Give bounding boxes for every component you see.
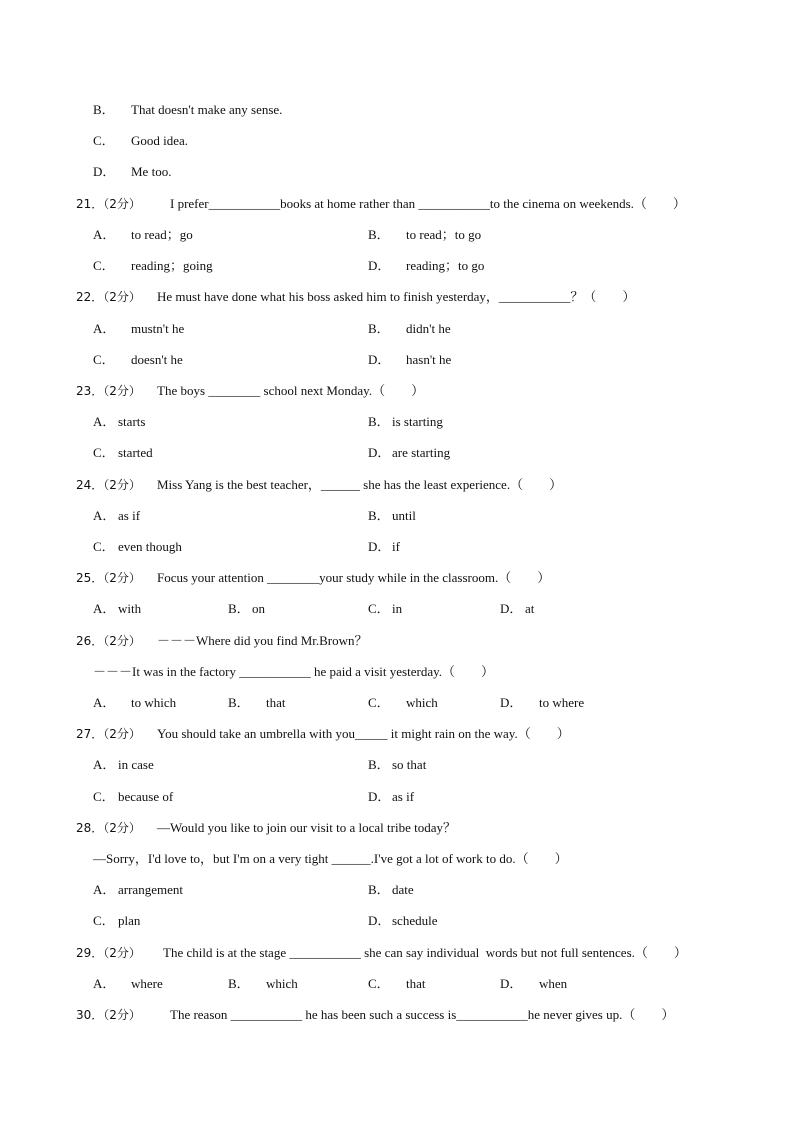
- option-text: starts: [118, 414, 146, 429]
- option-letter: B．: [228, 976, 250, 991]
- question-number: 29．（2分）: [76, 946, 141, 960]
- option-text: which: [406, 695, 438, 710]
- option-text: Good idea.: [131, 133, 189, 148]
- option-letter: B．: [368, 414, 390, 429]
- option-letter: B．: [368, 321, 390, 336]
- option-text: on: [252, 601, 265, 616]
- option-text: are starting: [392, 445, 451, 460]
- option-text: schedule: [392, 913, 438, 928]
- option-text: as if: [118, 508, 141, 523]
- option-letter: B．: [368, 227, 390, 242]
- option-text: Me too.: [131, 164, 172, 179]
- question-stem: Miss Yang is the best teacher，______ she has the least experience.（ ）: [157, 477, 563, 492]
- option-letter: A．: [93, 414, 116, 429]
- option-text: with: [118, 601, 142, 616]
- option-text: in case: [118, 757, 154, 772]
- question-stem: You should take an umbrella with you_____ it might rain on the way.（ ）: [157, 726, 570, 741]
- option-letter: C．: [368, 976, 390, 991]
- option-letter: A．: [93, 695, 116, 710]
- question-stem: I prefer___________books at home rather than ___________to the cinema on weekends.（ ）: [170, 196, 686, 211]
- question-number: 25．（2分）: [76, 571, 141, 585]
- question-number: 21．（2分）: [76, 197, 141, 211]
- question-stem: —Would you like to join our visit to a local tribe today？: [157, 820, 456, 835]
- question-number: 28．（2分）: [76, 821, 141, 835]
- option-text: so that: [392, 757, 427, 772]
- option-letter: B．: [228, 601, 250, 616]
- option-letter: C．: [93, 352, 115, 367]
- question-stem: He must have done what his boss asked him to finish yesterday，___________？（ ）: [157, 289, 636, 304]
- option-letter: C．: [93, 133, 115, 148]
- question-number: 27．（2分）: [76, 727, 141, 741]
- option-text: if: [392, 539, 400, 554]
- option-text: mustn't he: [131, 321, 185, 336]
- option-text: plan: [118, 913, 141, 928]
- question-number: 23．（2分）: [76, 384, 141, 398]
- option-letter: A．: [93, 976, 116, 991]
- option-letter: B．: [93, 102, 115, 117]
- question-stem: The reason ___________ he has been such a success is___________he never gives up.（ ）: [170, 1007, 675, 1022]
- question-number: 30．（2分）: [76, 1008, 141, 1022]
- option-letter: B．: [228, 695, 250, 710]
- question-stem: －－－Where did you find Mr.Brown？: [157, 633, 368, 648]
- option-letter: C．: [93, 258, 115, 273]
- option-text: to read；go: [131, 227, 193, 242]
- question-stem: －－－It was in the factory ___________ he paid a visit yesterday.（ ）: [93, 664, 494, 679]
- option-letter: B．: [368, 508, 390, 523]
- option-text: hasn't he: [406, 352, 452, 367]
- option-letter: D．: [368, 258, 391, 273]
- option-letter: D．: [93, 164, 116, 179]
- option-text: date: [392, 882, 414, 897]
- option-letter: A．: [93, 508, 116, 523]
- option-letter: B．: [368, 757, 390, 772]
- option-text: reading；going: [131, 258, 213, 273]
- option-text: even though: [118, 539, 182, 554]
- option-text: when: [539, 976, 568, 991]
- option-letter: A．: [93, 757, 116, 772]
- option-text: didn't he: [406, 321, 451, 336]
- option-letter: D．: [368, 539, 391, 554]
- option-letter: B．: [368, 882, 390, 897]
- option-text: to read；to go: [406, 227, 482, 242]
- option-text: reading；to go: [406, 258, 485, 273]
- question-stem: The boys ________ school next Monday.（ ）: [157, 383, 425, 398]
- option-letter: C．: [93, 913, 115, 928]
- question-stem: The child is at the stage ___________ she can say individual words but not full sentences.（ ）: [163, 945, 687, 960]
- option-letter: D．: [368, 913, 391, 928]
- option-text: that: [406, 976, 426, 991]
- option-letter: A．: [93, 601, 116, 616]
- option-letter: C．: [368, 601, 390, 616]
- option-text: to which: [131, 695, 177, 710]
- option-text: started: [118, 445, 153, 460]
- option-text: which: [266, 976, 298, 991]
- question-number: 22．（2分）: [76, 290, 141, 304]
- option-text: where: [131, 976, 163, 991]
- question-stem: Focus your attention ________your study while in the classroom.（ ）: [157, 570, 551, 585]
- question-number: 26．（2分）: [76, 634, 141, 648]
- option-text: as if: [392, 789, 415, 804]
- option-letter: A．: [93, 227, 116, 242]
- option-letter: D．: [368, 789, 391, 804]
- option-text: doesn't he: [131, 352, 183, 367]
- option-letter: A．: [93, 882, 116, 897]
- option-text: at: [525, 601, 535, 616]
- option-letter: C．: [93, 445, 115, 460]
- option-letter: D．: [500, 601, 523, 616]
- option-text: in: [392, 601, 403, 616]
- option-text: until: [392, 508, 416, 523]
- question-number: 24．（2分）: [76, 478, 141, 492]
- option-letter: D．: [500, 976, 523, 991]
- option-letter: D．: [368, 352, 391, 367]
- option-letter: C．: [93, 539, 115, 554]
- option-letter: C．: [368, 695, 390, 710]
- option-text: that: [266, 695, 286, 710]
- option-letter: A．: [93, 321, 116, 336]
- option-text: is starting: [392, 414, 443, 429]
- option-letter: C．: [93, 789, 115, 804]
- question-stem: —Sorry，I'd love to，but I'm on a very tight ______.I've got a lot of work to do.（ ）: [93, 851, 568, 866]
- option-text: to where: [539, 695, 585, 710]
- option-text: That doesn't make any sense.: [131, 102, 283, 117]
- option-text: because of: [118, 789, 174, 804]
- option-letter: D．: [368, 445, 391, 460]
- option-letter: D．: [500, 695, 523, 710]
- option-text: arrangement: [118, 882, 183, 897]
